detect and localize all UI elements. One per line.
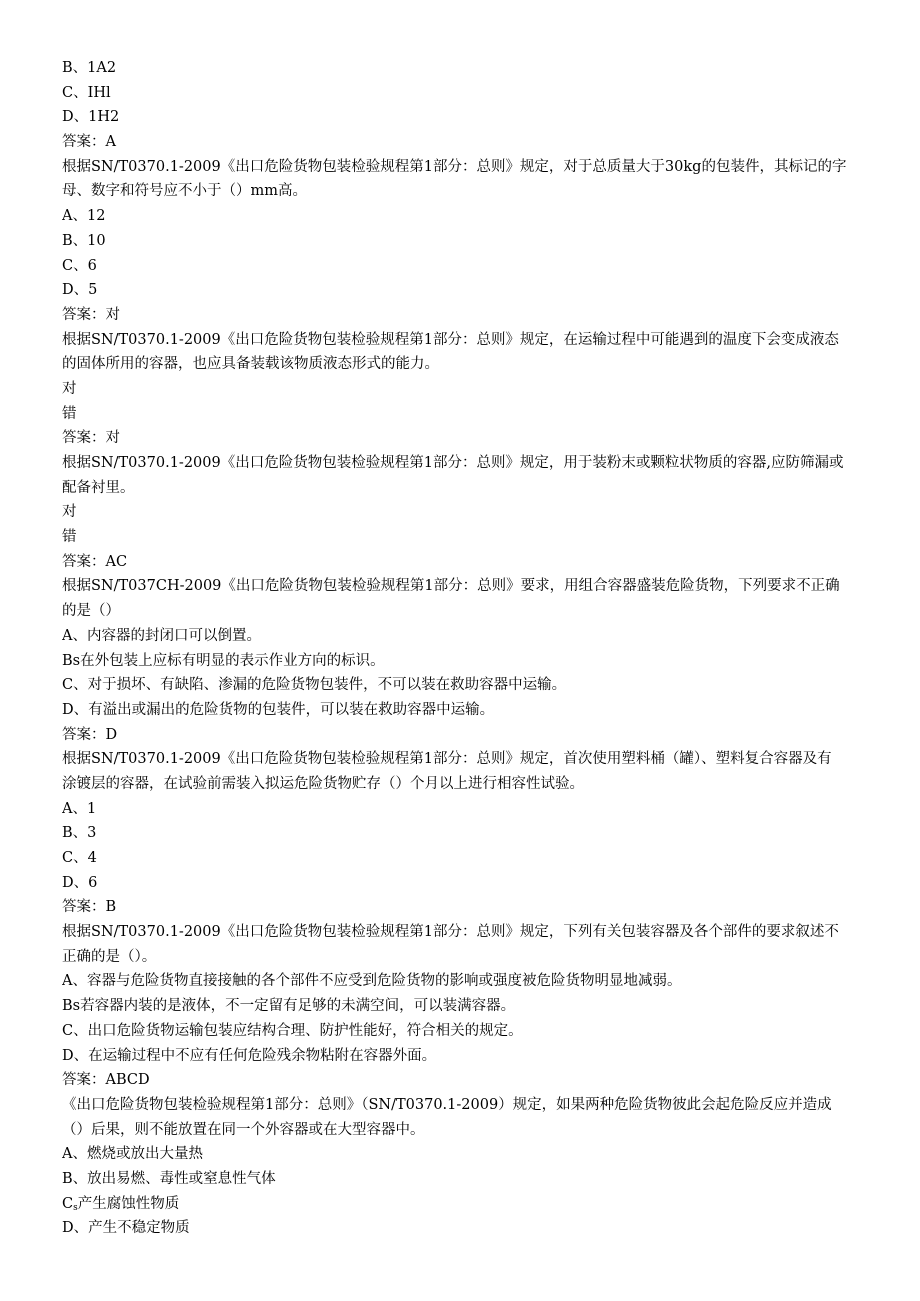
option-line: B、10	[62, 232, 106, 249]
question-line: 的是（）	[62, 603, 120, 620]
answer-line: 答案：ABCD	[62, 1072, 150, 1089]
answer-line: 答案：AC	[62, 553, 128, 570]
option-line: C、4	[62, 850, 97, 866]
question-line: （）后果，则不能放置在同一个外容器或在大型容器中。	[62, 1121, 425, 1138]
question-line: 配备衬里。	[62, 479, 135, 496]
option-line: D、在运输过程中不应有任何危险残余物粘附在容器外面。	[62, 1047, 437, 1064]
option-line: 错	[62, 405, 77, 422]
option-line: Bs若容器内装的是液体，不一定留有足够的未满空间，可以装满容器。	[62, 998, 516, 1015]
option-line: A、内容器的封闭口可以倒置。	[62, 627, 261, 644]
option-line: B、3	[62, 825, 97, 842]
option-line: C、6	[62, 257, 97, 274]
answer-line: 答案：A	[62, 134, 116, 151]
option-letter: C	[62, 1195, 74, 1212]
question-line: 的固体所用的容器，也应具备装载该物质液态形式的能力。	[62, 356, 439, 373]
option-line: C、出口危险货物运输包装应结构合理、防护性能好，符合相关的规定。	[62, 1022, 523, 1039]
option-line: D、5	[62, 282, 98, 299]
question-line: 正确的是（）。	[62, 948, 157, 965]
question-line: 《出口危险货物包装检验规程第1部分：总则》（SN/T0370.1-2009）规定，如果两种危险货物彼此会起危险反应并造成	[62, 1096, 832, 1113]
question-line: 根据SN/T0370.1-2009《出口危险货物包装检验规程第1部分：总则》规定，下列有关包装容器及各个部件的要求叙述不	[62, 924, 839, 941]
question-line: 根据SN/T037CH-2009《出口危险货物包装检验规程第1部分：总则》要求，用组合容器盛装危险货物，下列要求不正确	[62, 578, 840, 595]
answer-line: 答案：B	[62, 899, 117, 916]
option-line: 错	[62, 529, 77, 546]
option-line: D、有溢出或漏出的危险货物的包装件，可以装在救助容器中运输。	[62, 701, 495, 718]
option-line: D、6	[62, 874, 98, 891]
option-line: C、对于损坏、有缺陷、渗漏的危险货物包装件，不可以装在救助容器中运输。	[62, 677, 567, 694]
option-line-c	[62, 1192, 872, 1217]
answer-line: 答案：D	[62, 726, 118, 743]
option-line: D、产生不稳定物质	[62, 1220, 190, 1237]
answer-line: 答案：对	[62, 306, 120, 323]
answer-line: 答案：对	[62, 430, 120, 447]
text-line: B、1A2	[62, 60, 117, 76]
document-page	[62, 56, 872, 1241]
option-line: A、1	[62, 800, 97, 817]
option-line: A、12	[62, 208, 106, 225]
question-line: 根据SN/T0370.1-2009《出口危险货物包装检验规程第1部分：总则》规定，用于装粉末或颗粒状物质的容器,应防筛漏或	[62, 455, 844, 471]
text-line: C、IHl	[62, 84, 111, 101]
text-line: D、1H2	[62, 109, 120, 126]
question-line: 母、数字和符号应不小于（）mm高。	[62, 183, 307, 200]
option-line: 对	[62, 504, 77, 521]
option-line: 对	[62, 380, 77, 397]
option-line: A、容器与危险货物直接接触的各个部件不应受到危险货物的影响或强度被危险货物明显地减弱。	[62, 973, 682, 990]
question-line: 根据SN/T0370.1-2009《出口危险货物包装检验规程第1部分：总则》规定，对于总质量大于30kg的包装件，其标记的字	[62, 158, 847, 175]
option-subscript: s	[73, 1202, 78, 1213]
question-line: 根据SN/T0370.1-2009《出口危险货物包装检验规程第1部分：总则》规定，在运输过程中可能遇到的温度下会变成液态	[62, 331, 839, 348]
option-text: 产生腐蚀性物质	[77, 1195, 180, 1212]
question-line: 根据SN/T0370.1-2009《出口危险货物包装检验规程第1部分：总则》规定，首次使用塑料桶（罐）、塑料复合容器及有	[62, 751, 832, 768]
question-line: 涂镀层的容器，在试验前需装入拟运危险货物贮存（）个月以上进行相容性试验。	[62, 775, 584, 792]
option-line: A、燃烧或放出大量热	[62, 1146, 203, 1163]
option-line: Bs在外包装上应标有明显的表示作业方向的标识。	[62, 652, 385, 669]
option-line: B、放出易燃、毒性或窒息性气体	[62, 1170, 276, 1187]
